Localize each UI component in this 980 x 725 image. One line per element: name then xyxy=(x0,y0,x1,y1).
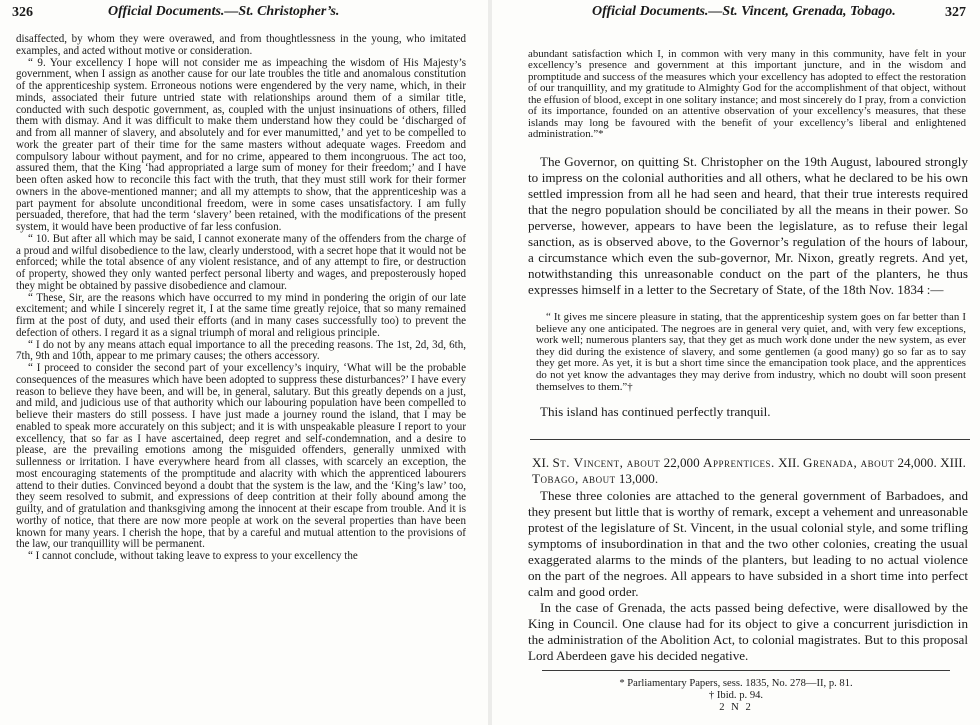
left-page-number: 326 xyxy=(12,5,33,20)
left-running-title: Official Documents.—St. Christopher’s. xyxy=(108,4,340,19)
left-running-head xyxy=(12,4,472,24)
quote-continuation: abundant satisfaction which I, in common with very many in this community, have felt in your excellency’s presence and government at this important juncture, and in the wisdom and promptitude and success of the measures which your excellency has adopted to effect the restoration of our tranquillity, and my gratitude to Almighty God for the accomplishment of that object, without the effusion of blood, except in one solitary instance; and most sincerely do I pray, from a conviction of its importance, founded on an attentive observation of your excellency’s measures, that these islands may long be favoured with the benefit of your excellency’s liberal and enlightened administration.”* xyxy=(528,47,966,141)
right-page-number: 327 xyxy=(945,5,966,20)
paragraph: “ I cannot conclude, without taking leave to express to your excellency the xyxy=(28,550,358,562)
footnote: * Parliamentary Papers, sess. 1835, No. 278—II, p. 81. xyxy=(619,678,853,689)
nixon-quote: “ It gives me sincere pleasure in stating, that the apprenticeship system goes on far better than I believe any one anticipated. The negroes are in general very quiet, and, with very few exceptions, work well; numerous planters say, that they get as much work done under the new system, as ever they did during the existence of slavery, and some gentlemen (a good many) go so far as to say they get more. As yet, it is but a short time since the emancipation took place, and the apprentices do not yet know the advantages they may derive from industry, which no doubt will soon present themselves to them.”† xyxy=(536,311,966,393)
paragraph: “ 10. But after all which may be said, I cannot exonerate many of the offenders from the charge of a proud and wilful disobedience to the law, clearly understood, with a secret hope that it would not be enforced; while the total absence of any violent resistance, and of any attempt to fire, or destruction of property, showed they only wanted perfect personal liberty and wages, and preposterously hoped they might be obtained by passive disobedience and clamour. xyxy=(16,232,466,292)
signature-mark: 2 N 2 xyxy=(719,702,753,713)
footnote: † Ibid. p. 94. xyxy=(708,690,764,701)
paragraph: “ I do not by any means attach equal importance to all the preceding reasons. The 1st, 2d, 3d, 6th, 7th, 9th and 10th, appear to me primary causes; the others accessory. xyxy=(16,338,466,363)
right-page xyxy=(492,0,980,725)
right-running-head xyxy=(500,4,966,24)
left-page xyxy=(0,0,488,725)
footnote-rule xyxy=(542,670,950,671)
paragraph: The Governor, on quitting St. Christopher on the 19th August, laboured strongly to impress on the colonial authorities and all others, what he declared to be his own settled impression from all he had seen and heard, that their true interests required that the negro population should be conciliated by all the means in their power. So perverse, however, appears to have been the legislature, as to refuse their legal sanction, as is observed above, to the Governor’s regulation of the hours of labour, a circumstance which even the sub-governor, Mr. Nixon, greatly regrets. And yet, notwithstanding this unreasonable conduct on the part of the planters, he thus expresses himself in a letter to the Secretary of State, of the 18th Nov. 1834 :— xyxy=(528,154,968,297)
section-divider xyxy=(530,439,970,440)
footnotes xyxy=(492,678,980,714)
paragraph: This island has continued perfectly tranquil. xyxy=(540,404,771,419)
paragraph: In the case of Grenada, the acts passed being defective, were disallowed by the King in Council. One clause had for its object to give a concurrent jurisdiction in the administration of the Abolition Act, to colonial magistrates. But to this proposal Lord Aberdeen gave his decided negative. xyxy=(528,600,968,663)
paragraph: “ These, Sir, are the reasons which have occurred to my mind in pondering the origin of our late excitement; and while I sincerely regret it, I at the same time greatly rejoice, that so many remained firm at the post of duty, and used their efforts (and in many cases successfully too) to prevent the defection of others. I regard it as a signal triumph of moral and religious principle. xyxy=(16,291,466,339)
right-running-title: Official Documents.—St. Vincent, Grenada, Tobago. xyxy=(592,4,896,19)
paragraph: “ 9. Your excellency I hope will not consider me as impeaching the wisdom of His Majesty’s government, when I assign as another cause for our late troubles the title and anomalous constitution of the apprenticeship system. Erroneous notions were engendered by the very name, which, in their minds, associated their future untried state with relationships around them of a similar title, conducted with such despotic government, as, coupled with the unjust insinuations of others, filled them with dismay. And it was difficult to make them understand how they could be ‘discharged of and from all manner of slavery, and absolutely and for ever manumitted,’ and yet to be compelled to work the greater part of their time for the same masters without adequate wages. Freedom and compulsory labour without payment, and for no crime, appeared to them incongruous. The act too, assured them, that the King ‘had appropriated a large sum of money for their freedom;’ and I have been often asked how to reconcile this fact with the truth, that they must still work for their former owners in the above-mentioned manner; and all my attempts to show, that the apprenticeship was a part payment for absolute unconditional freedom, were in some cases unsatisfactory. I am fully persuaded, therefore, that had the term ‘slavery’ been retained, with the modifications of the present system, it would have been productive of far less confusion. xyxy=(16,56,466,233)
section-body xyxy=(528,488,968,664)
paragraph: These three colonies are attached to the general government of Barbadoes, and they present but little that is worthy of remark, except a vehement and unreasonable protest of the legislature of St. Vincent, in the usual colonial style, and some trifling symptoms of insubordination in that and the two other colonies, creating the usual exaggerated alarms to the minds of the planters, but leading to no actual violence on the part of the negroes. All appears to have subsided in a short time into perfect calm and good order. xyxy=(528,488,968,599)
section-heading: XI. St. Vincent, about 22,000 Apprentices. XII. Grenada, about 24,000. XIII. Tobago, about 13,000. xyxy=(532,455,966,486)
paragraph: disaffected, by whom they were overawed, and from thoughtlessness in the young, who imitated examples, and acted without motive or consideration. xyxy=(16,33,466,57)
paragraph: “ I proceed to consider the second part of your excellency’s inquiry, ‘What will be the probable consequences of the measures which have been adopted to suppress these disturbances?’ I have every reason to believe they have been, and will be, in general, salutary. But this greatly depends on a just, and mild, and judicious use of that authority which our labouring population have been compelled to believe their masters do still possess. I have just made a journey round the island, that I may be enabled to speak more accurately on this subject; and it is with unspeakable pleasure I report to your excellency, that so far as I have ascertained, deep regret and self-condemnation, and a desire to please, are the prevailing emotions among the misguided offenders, generally unmixed with sullenness or irritation. I have everywhere heard from all classes, with scarcely an exception, the most encouraging statements of the promptitude and alacrity with which the apprenticed labourers attend to their duties. Convinced beyond a doubt that the system is the law, and the ‘King’s law’ too, they seem resolved to submit, and expressions of deep contrition at their folly abound among the guilty, and of gratulation and thanksgiving among the innocent at their escape from trouble. And it is worthy of notice, that there are now more people at work on the several properties than have been known for many years. I cherish the hope, that by a careful and mutual attention to the provisions of the law, our tranquillity will be permanent. xyxy=(16,362,466,551)
left-page-text xyxy=(16,34,466,563)
